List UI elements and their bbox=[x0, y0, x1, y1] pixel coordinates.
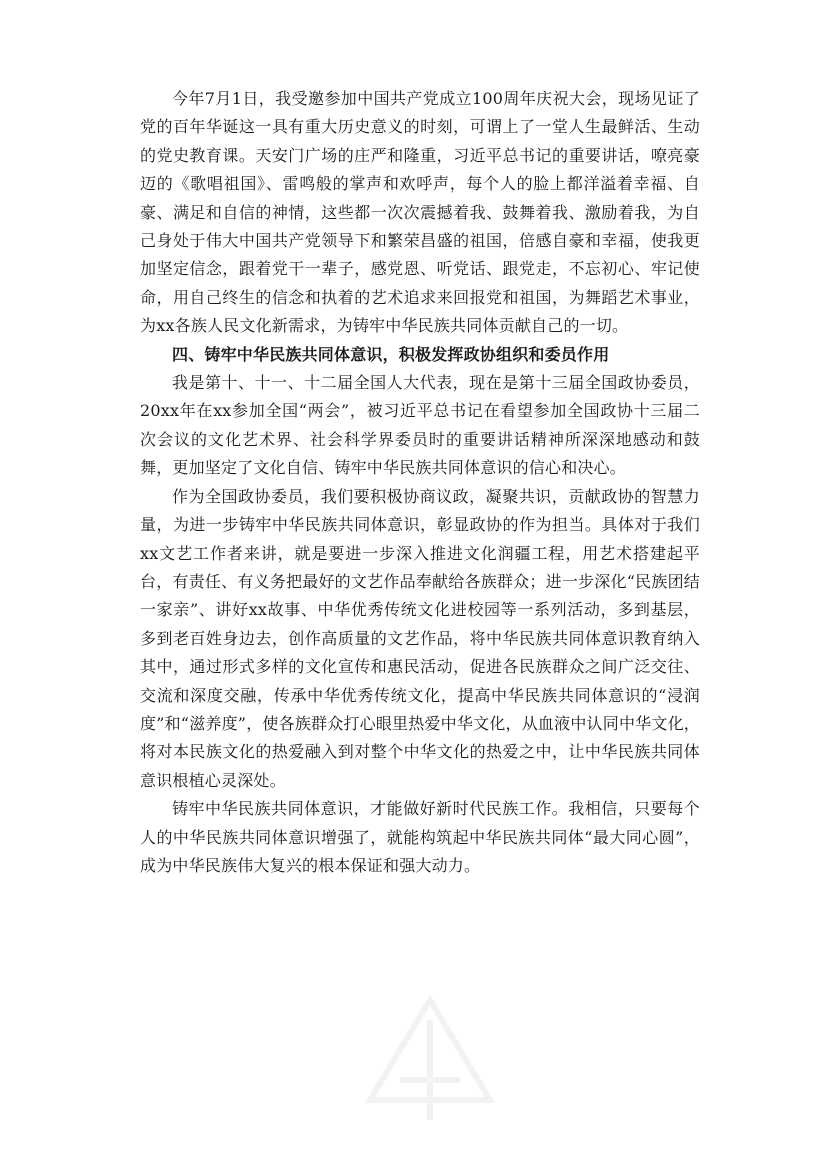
paragraph-responsibility: 作为全国政协委员，我们要积极协商议政，凝聚共识，贡献政协的智慧力量，为进一步铸牢中华民族共同体意识，彰显政协的作为担当。具体对于我们xx文艺工作者来讲，就是要进一步深入推进文化润疆工程，用艺术搭建起平台，有责任、有义务把最好的文艺作品奉献给各族群众；进一步深化“民族团结一家亲”、讲好xx故事、中华优秀传统文化进校园等一系列活动，多到基层，多到老百姓身边去，创作高质量的文艺作品，将中华民族共同体意识教育纳入其中，通过形式多样的文化宣传和惠民活动，促进各民族群众之间广泛交往、交流和深度交融，传承中华优秀传统文化，提高中华民族共同体意识的“浸润度”和“滋养度”，使各族群众打心眼里热爱中华文化，从血液中认同中华文化，将对本民族文化的热爱融入到对整个中华文化的热爱之中，让中华民族共同体意识根植心灵深处。 bbox=[140, 486, 700, 790]
watermark-icon bbox=[350, 980, 510, 1140]
paragraph-cppcc-member: 我是第十、十一、十二届全国人大代表，现在是第十三届全国政协委员，20xx年在xx参加全国“两会”，被习近平总书记在看望参加全国政协十三届二次会议的文化艺术界、社会科学界委员时的重要讲话精神所深深地感动和鼓舞，更加坚定了文化自信、铸牢中华民族共同体意识的信心和决心。 bbox=[140, 373, 700, 478]
paragraph-celebration: 今年7月1日，我受邀参加中国共产党成立100周年庆祝大会，现场见证了党的百年华诞这一具有重大历史意义的时刻，可谓上了一堂人生最鲜活、生动的党史教育课。天安门广场的庄严和隆重，习近平总书记的重要讲话，嘹亮豪迈的《歌唱祖国》、雷鸣般的掌声和欢呼声，每个人的脸上都洋溢着幸福、自豪、满足和自信的神情，这些都一次次震撼着我、鼓舞着我、激励着我，为自己身处于伟大中国共产党领导下和繁荣昌盛的祖国，倍感自豪和幸福，使我更加坚定信念，跟着党干一辈子，感党恩、听党话、跟党走，不忘初心、牢记使命，用自己终生的信念和执着的艺术追求来回报党和祖国，为舞蹈艺术事业，为xx各族人民文化新需求，为铸牢中华民族共同体贡献自己的一切。 bbox=[140, 89, 700, 336]
paragraph-conclusion: 铸牢中华民族共同体意识，才能做好新时代民族工作。我相信，只要每个人的中华民族共同体意识增强了，就能构筑起中华民族共同体“最大同心圆”，成为中华民族伟大复兴的根本保证和强大动力。 bbox=[140, 799, 700, 875]
section-heading-four: 四、铸牢中华民族共同体意识，积极发挥政协组织和委员作用 bbox=[172, 344, 610, 364]
document-body bbox=[140, 85, 700, 880]
